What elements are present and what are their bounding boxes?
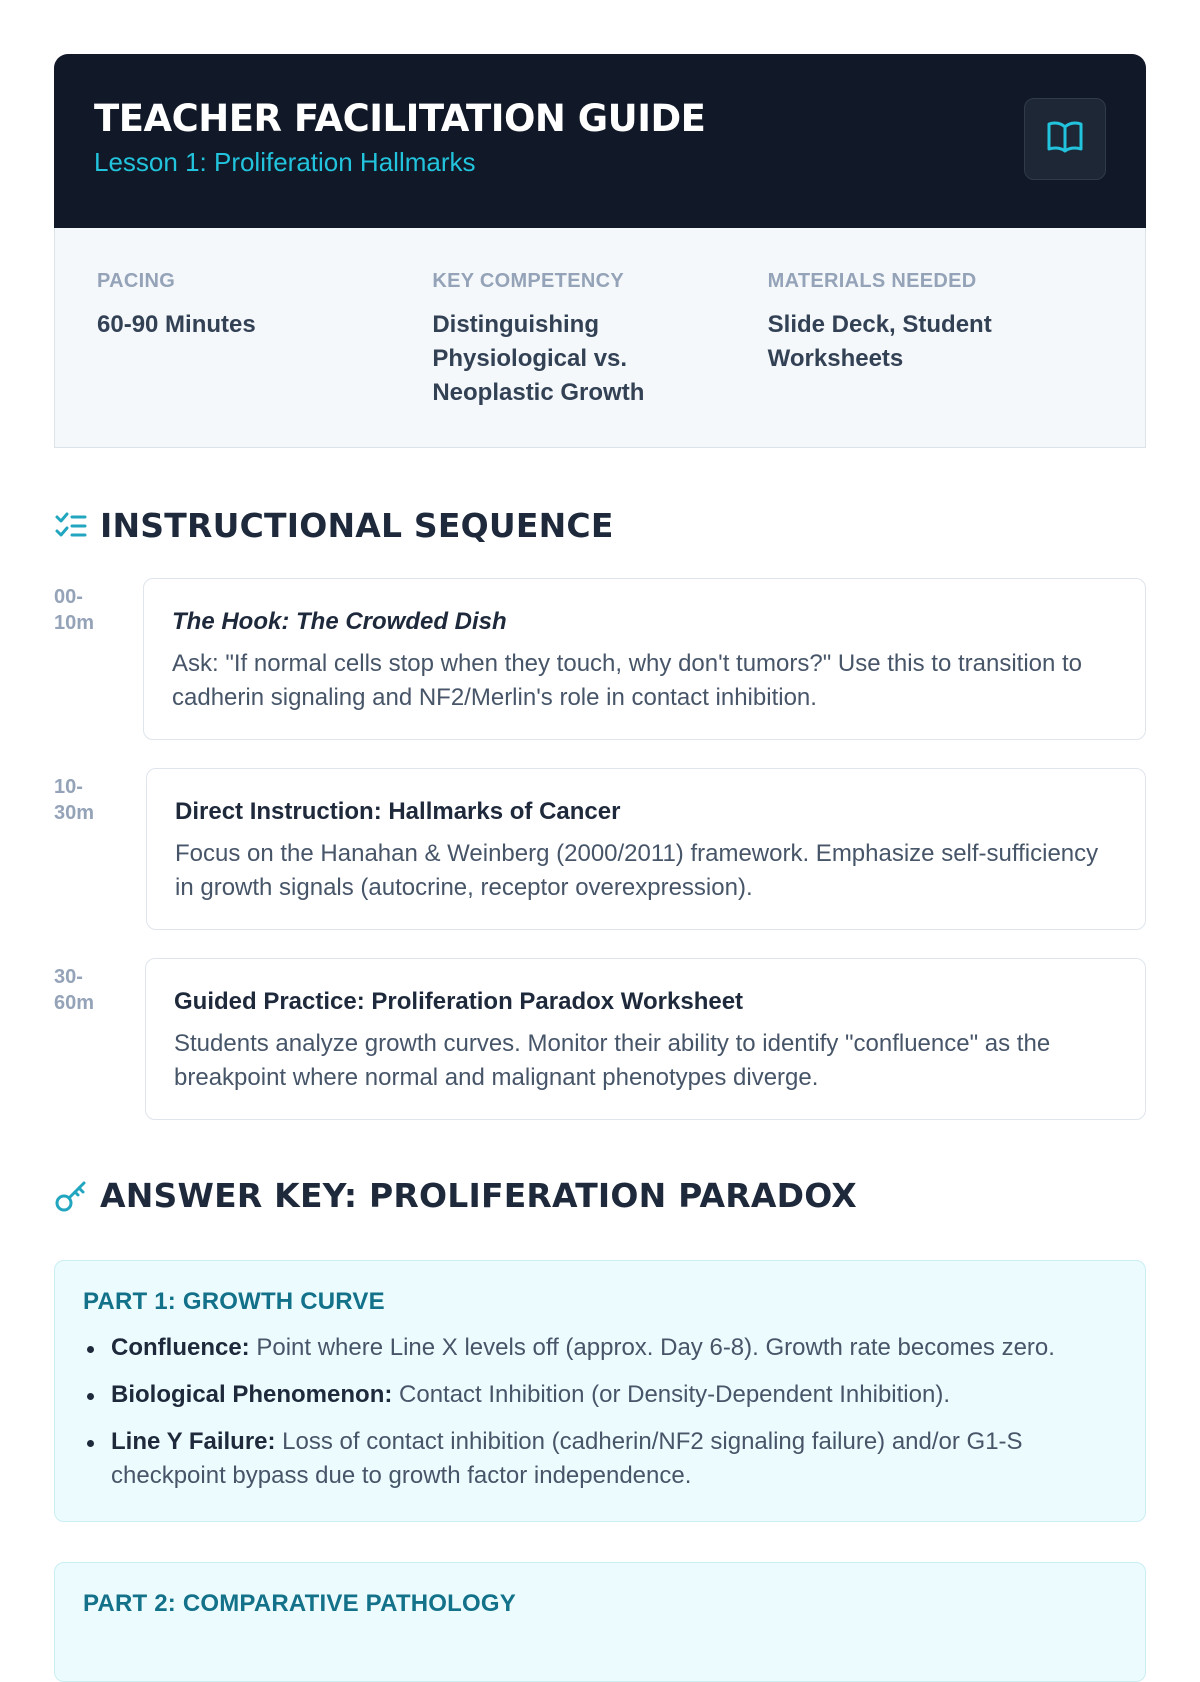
answer-part-title: PART 2: COMPARATIVE PATHOLOGY: [83, 1590, 516, 1617]
key-icon: [54, 1179, 88, 1213]
step-description: Focus on the Hanahan & Weinberg (2000/2011) framework. Emphasize self-sufficiency in growth signals (autocrine, receptor overexpression).: [175, 840, 1099, 901]
answer-part-2: [54, 1562, 1146, 1682]
step-card: [143, 578, 1146, 740]
step-time-start: 00-: [54, 586, 83, 608]
answer-part-1: [54, 1260, 1146, 1522]
step-card: [145, 958, 1146, 1120]
meta-label: PACING: [97, 270, 176, 292]
meta-materials: [768, 268, 1103, 447]
step-time-start: 30-: [54, 966, 83, 988]
step-description: Ask: "If normal cells stop when they touch, why don't tumors?" Use this to transition to cadherin signaling and NF2/Merlin's role in contact inhibition.: [172, 650, 1083, 711]
meta-competency: [432, 268, 767, 447]
checklist-icon: [54, 509, 88, 543]
list-item: [83, 1331, 1117, 1365]
step-title: The Hook: The Crowded Dish: [172, 608, 507, 635]
page-title: TEACHER FACILITATION GUIDE: [94, 97, 706, 140]
meta-pacing: [97, 268, 432, 447]
meta-label: KEY COMPETENCY: [432, 270, 624, 292]
section-title: INSTRUCTIONAL SEQUENCE: [100, 506, 614, 545]
answer-term: Confluence:: [111, 1334, 250, 1361]
book-button[interactable]: [1024, 98, 1106, 180]
answer-term: Line Y Failure:: [111, 1428, 276, 1455]
meta-value: Slide Deck, Student Worksheets: [767, 311, 992, 372]
step-time-end: 30m: [54, 802, 95, 824]
step-time-start: 10-: [54, 776, 83, 798]
section-title: ANSWER KEY: PROLIFERATION PARADOX: [100, 1176, 857, 1215]
step-time: [54, 774, 134, 826]
step-time-end: 10m: [54, 612, 95, 634]
list-item: [83, 1425, 1117, 1493]
list-item: [83, 1378, 1117, 1412]
meta-value: 60-90 Minutes: [97, 311, 256, 338]
step-title: Guided Practice: Proliferation Paradox Worksheet: [174, 988, 744, 1015]
answer-text: Loss of contact inhibition (cadherin/NF2 signaling failure) and/or G1-S checkpoint bypass due to growth factor independence.: [111, 1428, 1023, 1489]
lesson-subtitle: Lesson 1: Proliferation Hallmarks: [94, 147, 476, 177]
guide-header: [54, 54, 1146, 228]
step-time-end: 60m: [54, 992, 95, 1014]
step-description: Students analyze growth curves. Monitor their ability to identify "confluence" as the breakpoint where normal and malignant phenotypes diverge.: [174, 1030, 1051, 1091]
answer-text: Contact Inhibition (or Density-Dependent Inhibition).: [392, 1381, 950, 1408]
step-time: [54, 584, 134, 636]
book-open-icon: [1045, 119, 1085, 160]
answer-term: Biological Phenomenon:: [111, 1381, 393, 1408]
answer-part-title: PART 1: GROWTH CURVE: [83, 1288, 385, 1315]
meta-value: Distinguishing Physiological vs. Neoplastic Growth: [432, 311, 645, 406]
lesson-meta: [54, 228, 1146, 448]
meta-label: MATERIALS NEEDED: [767, 270, 977, 292]
answer-key-heading: [54, 1176, 857, 1215]
step-card: [146, 768, 1146, 930]
sequence-heading: [54, 506, 614, 545]
answer-list: [83, 1331, 1117, 1493]
answer-text: Point where Line X levels off (approx. Day 6-8). Growth rate becomes zero.: [249, 1334, 1055, 1361]
step-time: [54, 964, 134, 1016]
step-title: Direct Instruction: Hallmarks of Cancer: [175, 798, 621, 825]
